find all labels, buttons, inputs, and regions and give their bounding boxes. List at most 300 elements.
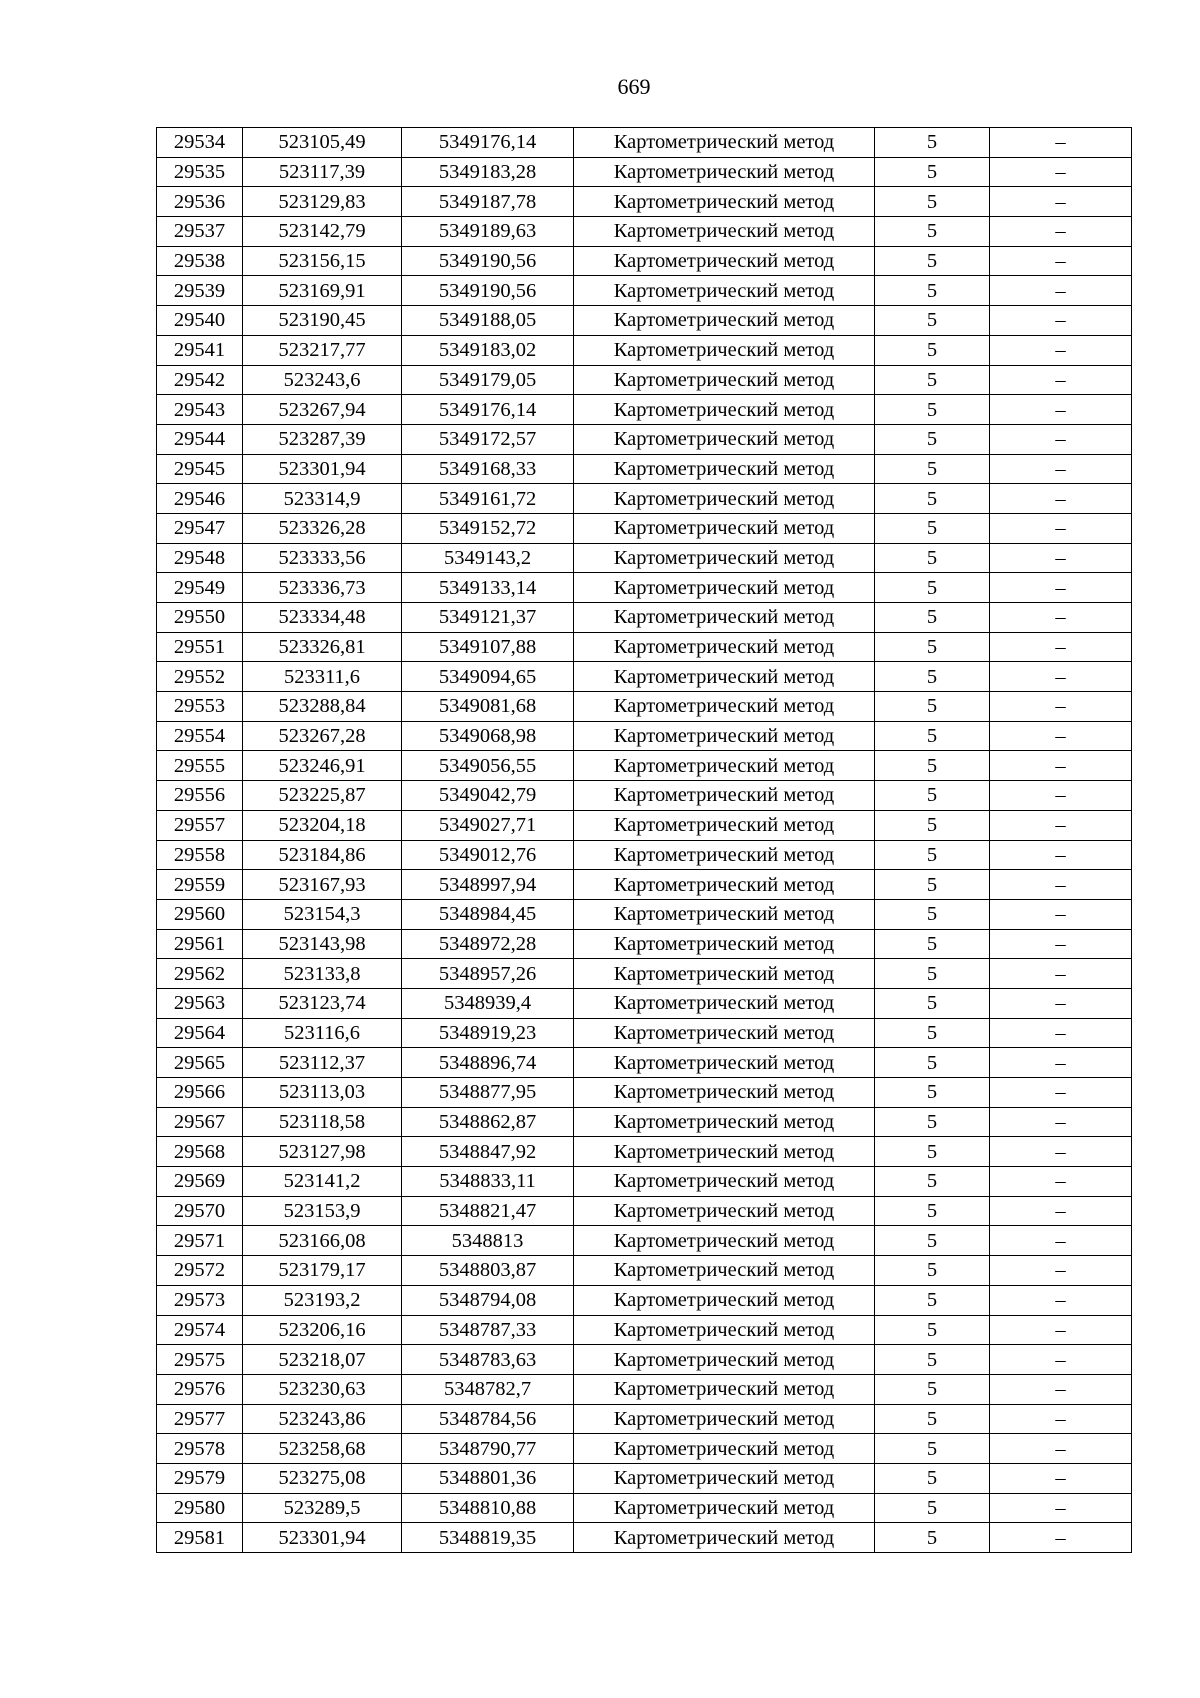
x-coordinate-cell: 523218,07 [243,1345,402,1375]
y-coordinate-cell: 5349133,14 [402,573,574,603]
x-coordinate-cell: 523153,9 [243,1196,402,1226]
y-coordinate-cell: 5348972,28 [402,929,574,959]
point-number-cell: 29546 [157,484,243,514]
y-coordinate-cell: 5348784,56 [402,1404,574,1434]
accuracy-cell: 5 [875,721,990,751]
x-coordinate-cell: 523123,74 [243,988,402,1018]
point-number-cell: 29538 [157,246,243,276]
accuracy-cell: 5 [875,573,990,603]
point-number-cell: 29569 [157,1167,243,1197]
y-coordinate-cell: 5349176,14 [402,128,574,158]
point-number-cell: 29553 [157,692,243,722]
y-coordinate-cell: 5349172,57 [402,424,574,454]
accuracy-cell: 5 [875,603,990,633]
accuracy-cell: 5 [875,246,990,276]
description-cell: – [990,1107,1132,1137]
table-row [157,781,1132,811]
table-row [157,306,1132,336]
x-coordinate-cell: 523142,79 [243,217,402,247]
point-number-cell: 29568 [157,1137,243,1167]
x-coordinate-cell: 523287,39 [243,424,402,454]
description-cell: – [990,573,1132,603]
point-number-cell: 29572 [157,1256,243,1286]
y-coordinate-cell: 5349179,05 [402,365,574,395]
table-row [157,365,1132,395]
accuracy-cell: 5 [875,1285,990,1315]
description-cell: – [990,395,1132,425]
accuracy-cell: 5 [875,217,990,247]
x-coordinate-cell: 523230,63 [243,1374,402,1404]
method-cell: Картометрический метод [574,395,875,425]
method-cell: Картометрический метод [574,543,875,573]
x-coordinate-cell: 523217,77 [243,335,402,365]
y-coordinate-cell: 5349027,71 [402,810,574,840]
description-cell: – [990,1523,1132,1553]
table-row [157,395,1132,425]
table-row [157,1434,1132,1464]
table-row [157,1523,1132,1553]
method-cell: Картометрический метод [574,1048,875,1078]
table-row [157,810,1132,840]
point-number-cell: 29549 [157,573,243,603]
method-cell: Картометрический метод [574,424,875,454]
accuracy-cell: 5 [875,365,990,395]
description-cell: – [990,662,1132,692]
accuracy-cell: 5 [875,632,990,662]
method-cell: Картометрический метод [574,632,875,662]
point-number-cell: 29564 [157,1018,243,1048]
accuracy-cell: 5 [875,870,990,900]
method-cell: Картометрический метод [574,840,875,870]
x-coordinate-cell: 523267,28 [243,721,402,751]
accuracy-cell: 5 [875,1315,990,1345]
coordinates-table [156,127,1132,1553]
x-coordinate-cell: 523333,56 [243,543,402,573]
x-coordinate-cell: 523243,86 [243,1404,402,1434]
accuracy-cell: 5 [875,454,990,484]
description-cell: – [990,365,1132,395]
method-cell: Картометрический метод [574,870,875,900]
point-number-cell: 29558 [157,840,243,870]
method-cell: Картометрический метод [574,1523,875,1553]
accuracy-cell: 5 [875,751,990,781]
point-number-cell: 29556 [157,781,243,811]
y-coordinate-cell: 5349152,72 [402,513,574,543]
point-number-cell: 29565 [157,1048,243,1078]
point-number-cell: 29537 [157,217,243,247]
y-coordinate-cell: 5348787,33 [402,1315,574,1345]
x-coordinate-cell: 523311,6 [243,662,402,692]
description-cell: – [990,1493,1132,1523]
table-row [157,1404,1132,1434]
description-cell: – [990,484,1132,514]
x-coordinate-cell: 523289,5 [243,1493,402,1523]
y-coordinate-cell: 5348801,36 [402,1463,574,1493]
point-number-cell: 29566 [157,1078,243,1108]
y-coordinate-cell: 5348862,87 [402,1107,574,1137]
y-coordinate-cell: 5348939,4 [402,988,574,1018]
point-number-cell: 29575 [157,1345,243,1375]
method-cell: Картометрический метод [574,1137,875,1167]
point-number-cell: 29552 [157,662,243,692]
description-cell: – [990,1345,1132,1375]
y-coordinate-cell: 5348821,47 [402,1196,574,1226]
description-cell: – [990,217,1132,247]
method-cell: Картометрический метод [574,128,875,158]
y-coordinate-cell: 5348877,95 [402,1078,574,1108]
description-cell: – [990,1137,1132,1167]
table-row [157,988,1132,1018]
method-cell: Картометрический метод [574,276,875,306]
y-coordinate-cell: 5349042,79 [402,781,574,811]
y-coordinate-cell: 5349183,02 [402,335,574,365]
y-coordinate-cell: 5349081,68 [402,692,574,722]
accuracy-cell: 5 [875,899,990,929]
x-coordinate-cell: 523117,39 [243,157,402,187]
x-coordinate-cell: 523267,94 [243,395,402,425]
accuracy-cell: 5 [875,276,990,306]
accuracy-cell: 5 [875,662,990,692]
y-coordinate-cell: 5348984,45 [402,899,574,929]
table-row [157,1078,1132,1108]
y-coordinate-cell: 5349068,98 [402,721,574,751]
description-cell: – [990,959,1132,989]
point-number-cell: 29561 [157,929,243,959]
point-number-cell: 29574 [157,1315,243,1345]
x-coordinate-cell: 523129,83 [243,187,402,217]
x-coordinate-cell: 523243,6 [243,365,402,395]
accuracy-cell: 5 [875,1345,990,1375]
table-row [157,870,1132,900]
description-cell: – [990,1048,1132,1078]
method-cell: Картометрический метод [574,573,875,603]
table-row [157,1018,1132,1048]
point-number-cell: 29543 [157,395,243,425]
accuracy-cell: 5 [875,1493,990,1523]
description-cell: – [990,1167,1132,1197]
table-row [157,721,1132,751]
point-number-cell: 29545 [157,454,243,484]
x-coordinate-cell: 523206,16 [243,1315,402,1345]
method-cell: Картометрический метод [574,246,875,276]
y-coordinate-cell: 5348782,7 [402,1374,574,1404]
accuracy-cell: 5 [875,1196,990,1226]
y-coordinate-cell: 5348819,35 [402,1523,574,1553]
table-row [157,1315,1132,1345]
point-number-cell: 29548 [157,543,243,573]
method-cell: Картометрический метод [574,1493,875,1523]
x-coordinate-cell: 523193,2 [243,1285,402,1315]
method-cell: Картометрический метод [574,1078,875,1108]
point-number-cell: 29571 [157,1226,243,1256]
y-coordinate-cell: 5349094,65 [402,662,574,692]
point-number-cell: 29576 [157,1374,243,1404]
y-coordinate-cell: 5348803,87 [402,1256,574,1286]
accuracy-cell: 5 [875,1226,990,1256]
description-cell: – [990,306,1132,336]
description-cell: – [990,751,1132,781]
table-row [157,128,1132,158]
table-row [157,899,1132,929]
method-cell: Картометрический метод [574,1463,875,1493]
x-coordinate-cell: 523133,8 [243,959,402,989]
method-cell: Картометрический метод [574,217,875,247]
method-cell: Картометрический метод [574,306,875,336]
description-cell: – [990,513,1132,543]
y-coordinate-cell: 5348790,77 [402,1434,574,1464]
accuracy-cell: 5 [875,959,990,989]
y-coordinate-cell: 5349143,2 [402,543,574,573]
y-coordinate-cell: 5349056,55 [402,751,574,781]
x-coordinate-cell: 523184,86 [243,840,402,870]
point-number-cell: 29579 [157,1463,243,1493]
accuracy-cell: 5 [875,692,990,722]
accuracy-cell: 5 [875,840,990,870]
y-coordinate-cell: 5349188,05 [402,306,574,336]
x-coordinate-cell: 523204,18 [243,810,402,840]
table-row [157,335,1132,365]
table-row [157,662,1132,692]
description-cell: – [990,128,1132,158]
table-row [157,1167,1132,1197]
accuracy-cell: 5 [875,1404,990,1434]
accuracy-cell: 5 [875,810,990,840]
table-row [157,246,1132,276]
accuracy-cell: 5 [875,1374,990,1404]
x-coordinate-cell: 523113,03 [243,1078,402,1108]
table-row [157,217,1132,247]
table-row [157,692,1132,722]
y-coordinate-cell: 5349121,37 [402,603,574,633]
method-cell: Картометрический метод [574,692,875,722]
method-cell: Картометрический метод [574,1226,875,1256]
description-cell: – [990,870,1132,900]
method-cell: Картометрический метод [574,781,875,811]
accuracy-cell: 5 [875,1137,990,1167]
x-coordinate-cell: 523166,08 [243,1226,402,1256]
point-number-cell: 29581 [157,1523,243,1553]
y-coordinate-cell: 5349107,88 [402,632,574,662]
accuracy-cell: 5 [875,1107,990,1137]
point-number-cell: 29560 [157,899,243,929]
x-coordinate-cell: 523225,87 [243,781,402,811]
y-coordinate-cell: 5348847,92 [402,1137,574,1167]
description-cell: – [990,721,1132,751]
table-row [157,1493,1132,1523]
table-row [157,751,1132,781]
accuracy-cell: 5 [875,128,990,158]
description-cell: – [990,1315,1132,1345]
y-coordinate-cell: 5348783,63 [402,1345,574,1375]
x-coordinate-cell: 523326,81 [243,632,402,662]
x-coordinate-cell: 523143,98 [243,929,402,959]
accuracy-cell: 5 [875,1434,990,1464]
method-cell: Картометрический метод [574,1167,875,1197]
point-number-cell: 29554 [157,721,243,751]
y-coordinate-cell: 5348813 [402,1226,574,1256]
table-row [157,276,1132,306]
y-coordinate-cell: 5349161,72 [402,484,574,514]
description-cell: – [990,246,1132,276]
x-coordinate-cell: 523301,94 [243,454,402,484]
table-row [157,1374,1132,1404]
description-cell: – [990,781,1132,811]
accuracy-cell: 5 [875,1078,990,1108]
method-cell: Картометрический метод [574,810,875,840]
point-number-cell: 29539 [157,276,243,306]
table-row [157,484,1132,514]
point-number-cell: 29540 [157,306,243,336]
accuracy-cell: 5 [875,1463,990,1493]
description-cell: – [990,899,1132,929]
description-cell: – [990,1078,1132,1108]
accuracy-cell: 5 [875,513,990,543]
table-body [157,128,1132,1553]
description-cell: – [990,810,1132,840]
table-row [157,1048,1132,1078]
accuracy-cell: 5 [875,484,990,514]
point-number-cell: 29557 [157,810,243,840]
method-cell: Картометрический метод [574,721,875,751]
table-row [157,513,1132,543]
y-coordinate-cell: 5348997,94 [402,870,574,900]
table-row [157,573,1132,603]
point-number-cell: 29559 [157,870,243,900]
description-cell: – [990,424,1132,454]
x-coordinate-cell: 523154,3 [243,899,402,929]
point-number-cell: 29536 [157,187,243,217]
table-row [157,929,1132,959]
table-row [157,1107,1132,1137]
x-coordinate-cell: 523334,48 [243,603,402,633]
x-coordinate-cell: 523156,15 [243,246,402,276]
table-row [157,424,1132,454]
x-coordinate-cell: 523246,91 [243,751,402,781]
accuracy-cell: 5 [875,187,990,217]
description-cell: – [990,1226,1132,1256]
description-cell: – [990,335,1132,365]
accuracy-cell: 5 [875,157,990,187]
table-row [157,157,1132,187]
accuracy-cell: 5 [875,1048,990,1078]
method-cell: Картометрический метод [574,454,875,484]
method-cell: Картометрический метод [574,1285,875,1315]
description-cell: – [990,276,1132,306]
method-cell: Картометрический метод [574,1374,875,1404]
accuracy-cell: 5 [875,543,990,573]
method-cell: Картометрический метод [574,603,875,633]
point-number-cell: 29580 [157,1493,243,1523]
table-row [157,1285,1132,1315]
x-coordinate-cell: 523105,49 [243,128,402,158]
x-coordinate-cell: 523116,6 [243,1018,402,1048]
accuracy-cell: 5 [875,424,990,454]
table-row [157,959,1132,989]
description-cell: – [990,1434,1132,1464]
table-row [157,187,1132,217]
accuracy-cell: 5 [875,988,990,1018]
point-number-cell: 29563 [157,988,243,1018]
point-number-cell: 29567 [157,1107,243,1137]
description-cell: – [990,187,1132,217]
table-row [157,603,1132,633]
accuracy-cell: 5 [875,1167,990,1197]
point-number-cell: 29547 [157,513,243,543]
point-number-cell: 29542 [157,365,243,395]
y-coordinate-cell: 5349187,78 [402,187,574,217]
method-cell: Картометрический метод [574,335,875,365]
table-row [157,1256,1132,1286]
x-coordinate-cell: 523190,45 [243,306,402,336]
description-cell: – [990,840,1132,870]
y-coordinate-cell: 5348794,08 [402,1285,574,1315]
description-cell: – [990,454,1132,484]
point-number-cell: 29551 [157,632,243,662]
x-coordinate-cell: 523112,37 [243,1048,402,1078]
point-number-cell: 29578 [157,1434,243,1464]
method-cell: Картометрический метод [574,1018,875,1048]
x-coordinate-cell: 523127,98 [243,1137,402,1167]
point-number-cell: 29534 [157,128,243,158]
point-number-cell: 29541 [157,335,243,365]
point-number-cell: 29577 [157,1404,243,1434]
description-cell: – [990,1196,1132,1226]
table-row [157,1345,1132,1375]
y-coordinate-cell: 5349189,63 [402,217,574,247]
y-coordinate-cell: 5348810,88 [402,1493,574,1523]
description-cell: – [990,1285,1132,1315]
table-row [157,1463,1132,1493]
accuracy-cell: 5 [875,306,990,336]
point-number-cell: 29544 [157,424,243,454]
description-cell: – [990,988,1132,1018]
table-row [157,543,1132,573]
description-cell: – [990,1256,1132,1286]
x-coordinate-cell: 523179,17 [243,1256,402,1286]
method-cell: Картометрический метод [574,484,875,514]
x-coordinate-cell: 523169,91 [243,276,402,306]
x-coordinate-cell: 523301,94 [243,1523,402,1553]
point-number-cell: 29562 [157,959,243,989]
description-cell: – [990,1374,1132,1404]
y-coordinate-cell: 5349168,33 [402,454,574,484]
description-cell: – [990,543,1132,573]
method-cell: Картометрический метод [574,899,875,929]
x-coordinate-cell: 523326,28 [243,513,402,543]
y-coordinate-cell: 5349012,76 [402,840,574,870]
table-row [157,632,1132,662]
x-coordinate-cell: 523336,73 [243,573,402,603]
x-coordinate-cell: 523275,08 [243,1463,402,1493]
table-row [157,454,1132,484]
page-number: 669 [617,74,651,99]
method-cell: Картометрический метод [574,1107,875,1137]
x-coordinate-cell: 523118,58 [243,1107,402,1137]
description-cell: – [990,603,1132,633]
method-cell: Картометрический метод [574,988,875,1018]
y-coordinate-cell: 5349190,56 [402,246,574,276]
x-coordinate-cell: 523258,68 [243,1434,402,1464]
method-cell: Картометрический метод [574,1434,875,1464]
table-row [157,1137,1132,1167]
accuracy-cell: 5 [875,1256,990,1286]
table-row [157,840,1132,870]
y-coordinate-cell: 5349176,14 [402,395,574,425]
y-coordinate-cell: 5348833,11 [402,1167,574,1197]
method-cell: Картометрический метод [574,751,875,781]
y-coordinate-cell: 5348896,74 [402,1048,574,1078]
method-cell: Картометрический метод [574,959,875,989]
